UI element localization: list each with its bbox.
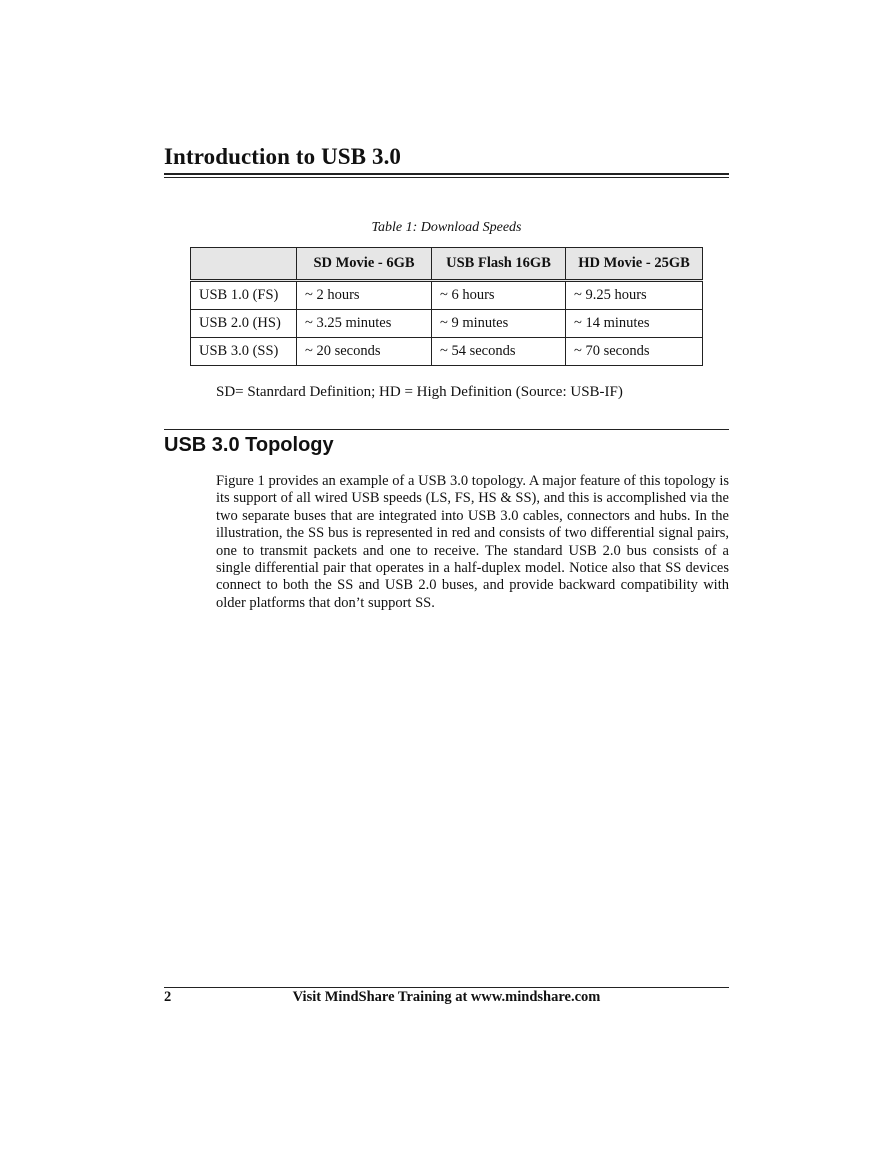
table-cell: ~ 14 minutes (566, 310, 703, 338)
table-cell: ~ 6 hours (432, 281, 566, 310)
footer-text: Visit MindShare Training at www.mindshare.com (292, 989, 601, 1005)
table-cell: USB 3.0 (SS) (191, 338, 297, 366)
table-header-cell (191, 248, 297, 281)
table-header-cell: SD Movie - 6GB (297, 248, 432, 281)
section-rule (164, 429, 729, 430)
table-cell: ~ 2 hours (297, 281, 432, 310)
title-rule (164, 173, 729, 175)
table-footnote: SD= Stanrdard Definition; HD = High Definition (Source: USB-IF) (216, 384, 623, 400)
body-paragraph: Figure 1 provides an example of a USB 3.0 topology. A major feature of this topology is its support of all wired USB speeds (LS, FS, HS & SS), and this is accomplished via the two separate buses that are integrated into USB 3.0 cables, connectors and hubs. In the illustration, the SS bus is represented in red and consists of two differential signal pairs, one to transmit packets and one to receive. The standard USB 2.0 bus consists of a single differential pair that operates in a half-duplex model. Notice also that SS devices connect to both the SS and USB 2.0 buses, and provide backward compatibility with older platforms that don’t support SS. (216, 473, 729, 611)
section-heading: USB 3.0 Topology (164, 434, 334, 456)
table-row (191, 338, 703, 366)
table-row (191, 310, 703, 338)
table-cell: ~ 70 seconds (566, 338, 703, 366)
table-cell: ~ 3.25 minutes (297, 310, 432, 338)
table-caption: Table 1: Download Speeds (371, 220, 522, 235)
table-cell: USB 2.0 (HS) (191, 310, 297, 338)
table-header-cell: HD Movie - 25GB (566, 248, 703, 281)
table-cell: USB 1.0 (FS) (191, 281, 297, 310)
table-cell: ~ 9.25 hours (566, 281, 703, 310)
table-header-cell: USB Flash 16GB (432, 248, 566, 281)
footer-page-number: 2 (164, 989, 172, 1005)
download-speeds-table (190, 247, 703, 366)
table-cell: ~ 9 minutes (432, 310, 566, 338)
table-cell: ~ 54 seconds (432, 338, 566, 366)
page-title: Introduction to USB 3.0 (164, 144, 402, 169)
table-row (191, 281, 703, 310)
footer-rule (164, 987, 729, 988)
table-header-row (191, 248, 703, 281)
table-cell: ~ 20 seconds (297, 338, 432, 366)
title-rule-secondary (164, 177, 729, 178)
